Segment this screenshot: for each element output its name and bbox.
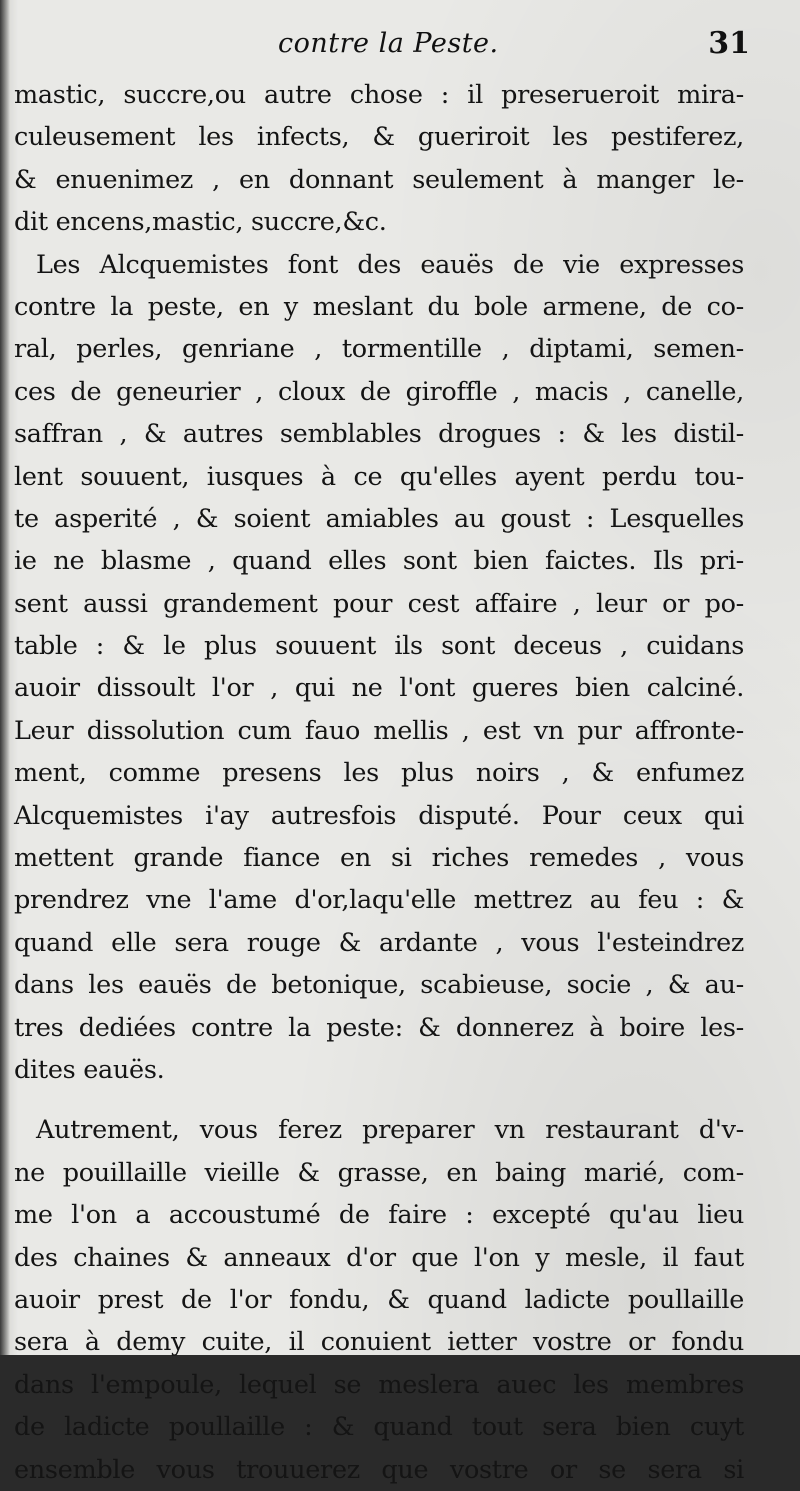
- text-line: ces de geneurier , cloux de giroffle , macis , canelle,: [14, 376, 744, 407]
- page-number: 31: [708, 26, 750, 61]
- text-line: dit encens,mastic, succre,&c.: [14, 207, 387, 238]
- text-line: Les Alcquemistes font des eauës de vie expresses: [36, 249, 744, 280]
- body-text: [14, 74, 744, 1491]
- text-line: dans les eauës de betonique, scabieuse, socie , & au-: [14, 970, 744, 1001]
- text-line: ne pouillaille vieille & grasse, en baing marié, com-: [14, 1157, 744, 1188]
- text-line: lent souuent, iusques à ce qu'elles ayent perdu tou-: [14, 461, 744, 492]
- text-line: quand elle sera rouge & ardante , vous l'esteindrez: [14, 927, 744, 958]
- page-header: [20, 24, 780, 66]
- text-line: culeusement les infects, & gueriroit les pestiferez,: [14, 122, 744, 153]
- text-line: table : & le plus souuent ils sont deceus , cuidans: [14, 631, 744, 662]
- text-line: ensemble vous trouuerez que vostre or se sera si: [14, 1454, 744, 1485]
- text-line: des chaines & anneaux d'or que l'on y mesle, il faut: [14, 1242, 744, 1273]
- text-line: prendrez vne l'ame d'or,laqu'elle mettrez au feu : &: [14, 885, 744, 916]
- text-line: mettent grande fiance en si riches remedes , vous: [14, 843, 744, 874]
- text-line: contre la peste, en y meslant du bole armene, de co-: [14, 291, 744, 322]
- text-line: me l'on a accoustumé de faire : excepté qu'au lieu: [14, 1200, 744, 1231]
- text-line: dans l'empoule, lequel se meslera auec les membres: [14, 1369, 744, 1400]
- text-line: ment, comme presens les plus noirs , & enfumez: [14, 758, 744, 789]
- text-line: Alcquemistes i'ay autresfois disputé. Pour ceux qui: [14, 800, 744, 831]
- text-line: de ladicte poullaille : & quand tout sera bien cuyt: [14, 1412, 744, 1443]
- text-line: auoir prest de l'or fondu, & quand ladicte poullaille: [14, 1284, 744, 1315]
- text-line: sera à demy cuite, il conuient ietter vostre or fondu: [14, 1327, 744, 1358]
- text-line: ie ne blasme , quand elles sont bien faictes. Ils pri-: [14, 546, 744, 577]
- text-line: dites eauës.: [14, 1054, 165, 1085]
- text-line: Autrement, vous ferez preparer vn restaurant d'v-: [36, 1115, 744, 1146]
- text-line: mastic, succre,ou autre chose : il preserueroit mira-: [14, 80, 744, 110]
- text-line: saffran , & autres semblables drogues : & les distil-: [14, 419, 744, 450]
- text-line: Leur dissolution cum fauo mellis , est vn pur affronte-: [14, 715, 744, 746]
- text-line: te asperité , & soient amiables au goust : Lesquelles: [14, 503, 744, 534]
- text-line: & enuenimez , en donnant seulement à manger le-: [14, 164, 744, 195]
- page-gutter-shadow: [0, 0, 10, 1355]
- running-head: contre la Peste.: [278, 28, 499, 59]
- text-line: ral, perles, genriane , tormentille , diptami, semen-: [14, 334, 744, 365]
- text-line: auoir dissoult l'or , qui ne l'ont gueres bien calciné.: [14, 673, 744, 704]
- text-line: sent aussi grandement pour cest affaire , leur or po-: [14, 588, 744, 619]
- text-line: tres dediées contre la peste: & donnerez à boire les-: [14, 1012, 744, 1043]
